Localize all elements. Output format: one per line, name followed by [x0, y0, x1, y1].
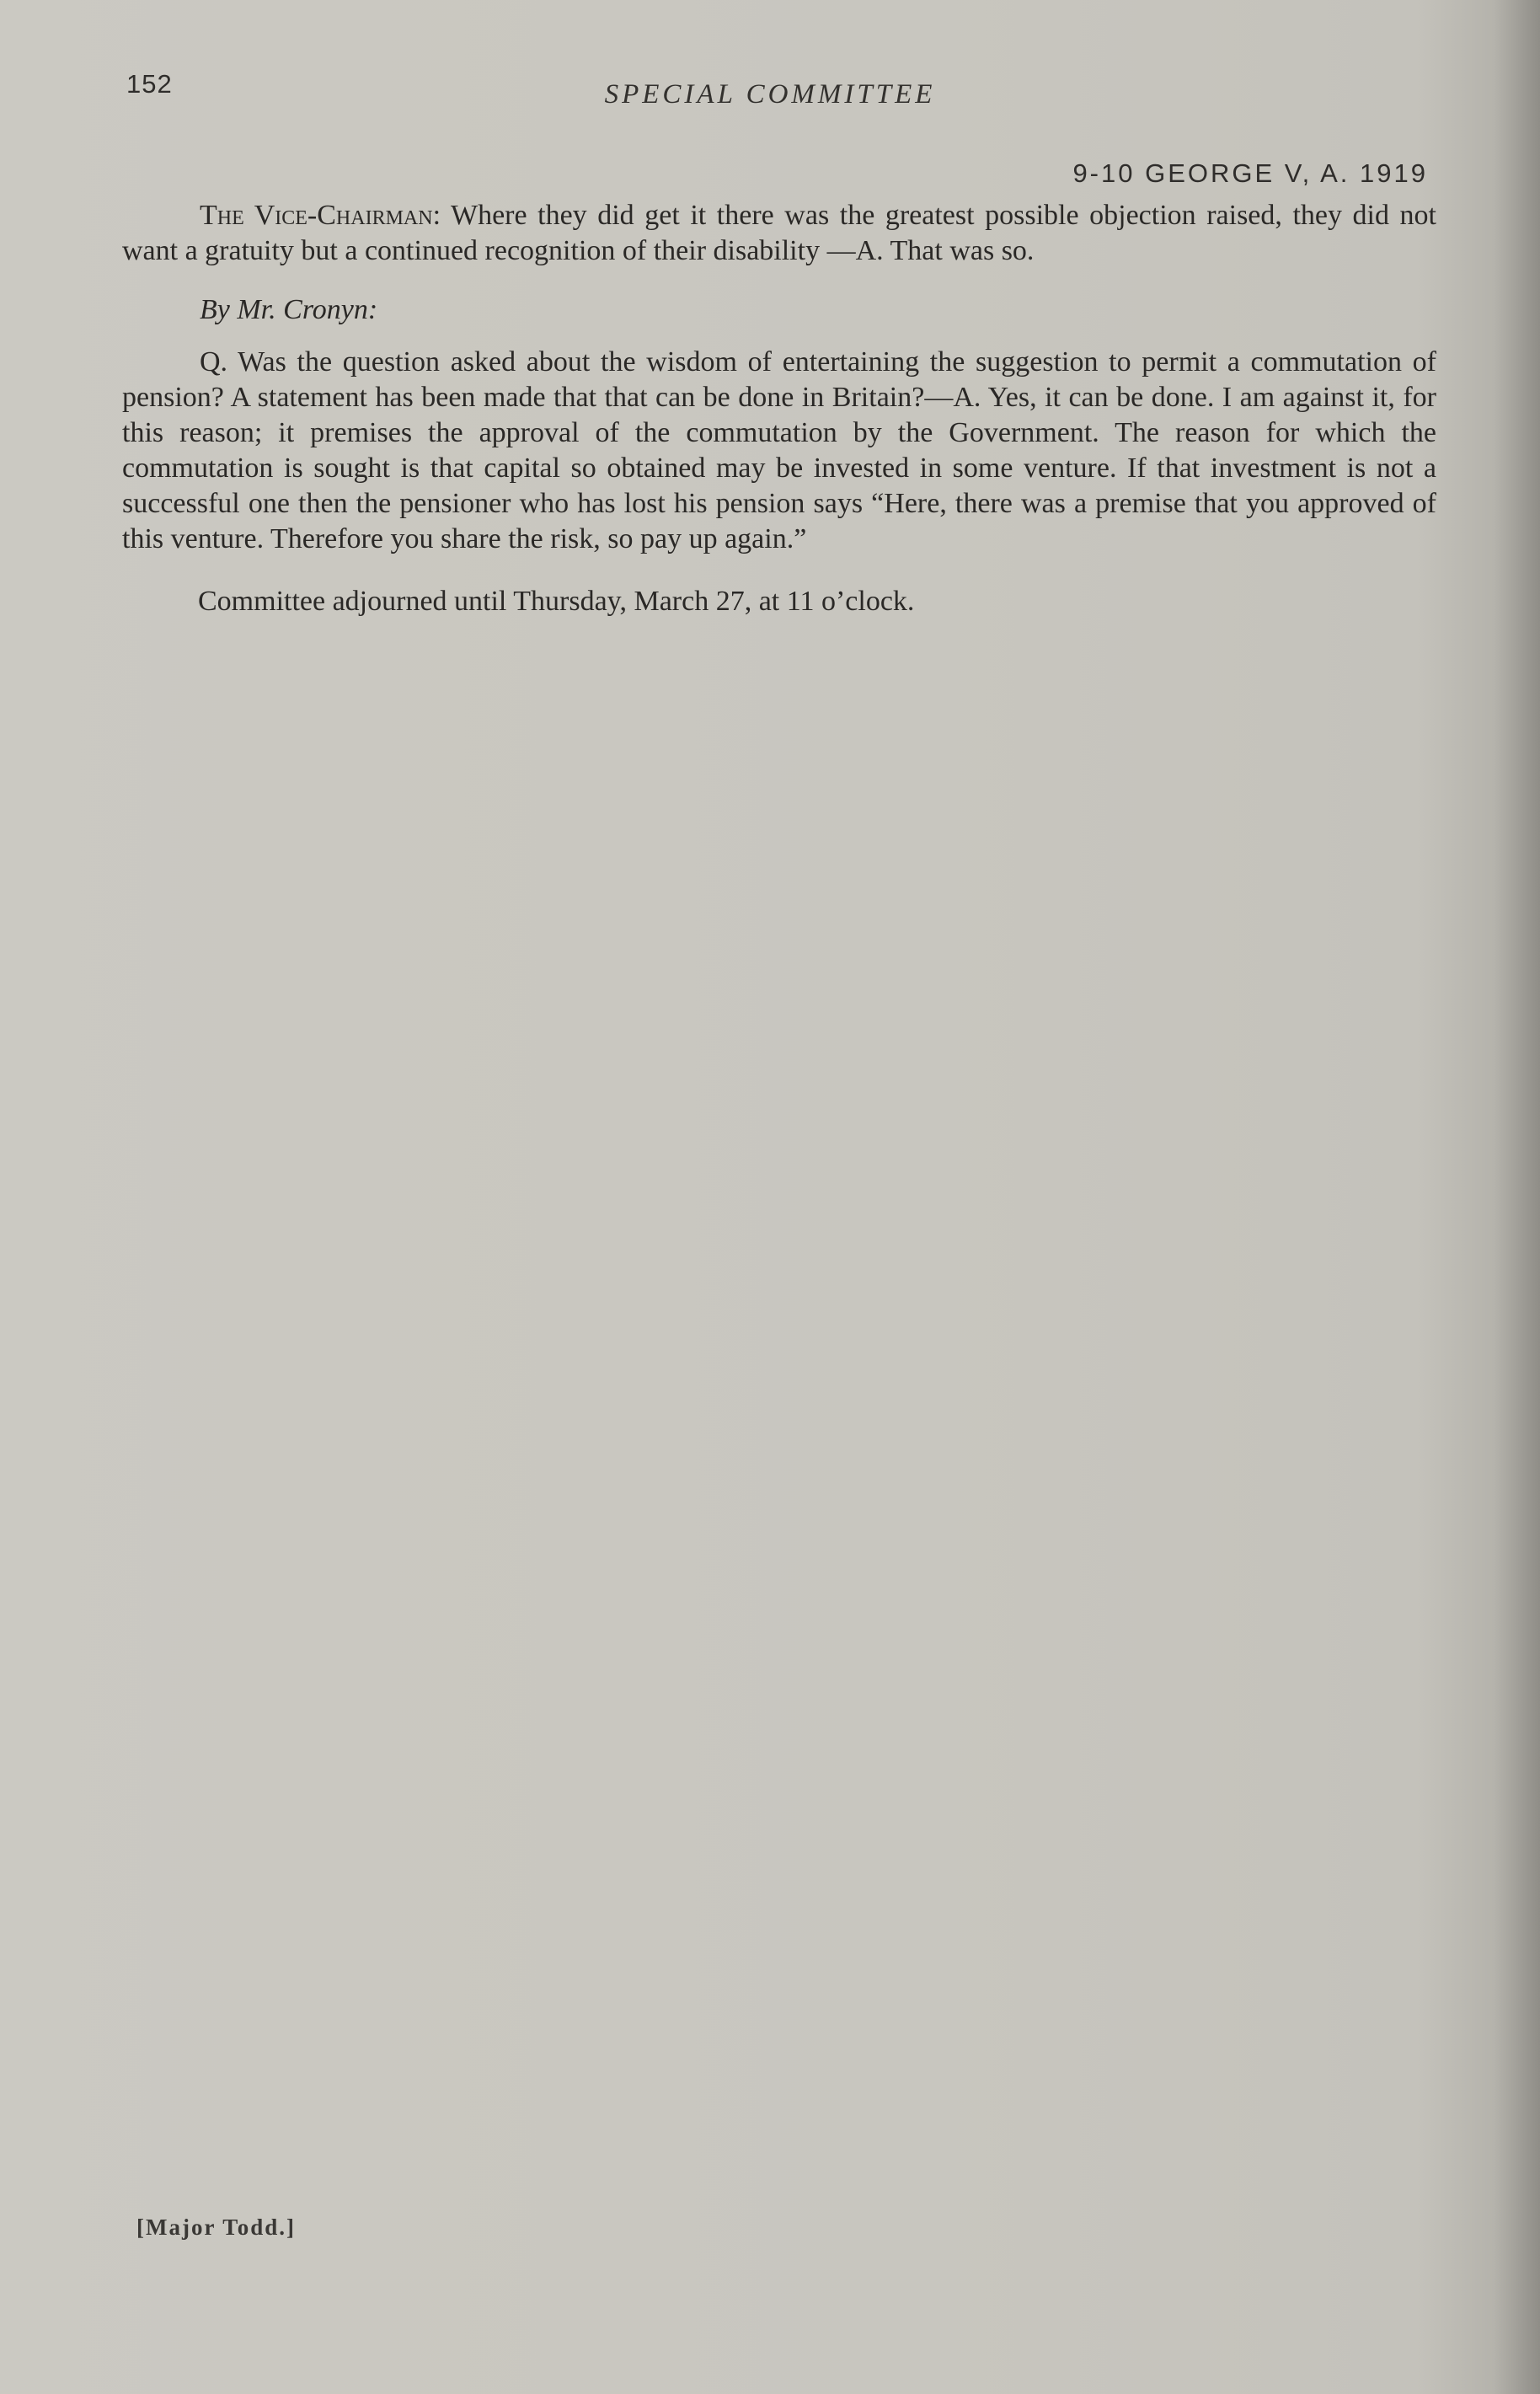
running-head: SPECIAL COMMITTEE: [604, 79, 936, 110]
speaker-label: The Vice-Chairman: [200, 200, 433, 231]
speaker-heading: By Mr. Cronyn:: [200, 294, 378, 325]
adjournment-line: Committee adjourned until Thursday, March 27, at 11 o’clock.: [198, 586, 915, 617]
page-number: 152: [126, 69, 173, 99]
document-body: [122, 198, 1436, 619]
vice-chairman-text: : Where they did get it there was the greatest possible objection raised, they did not want a gratuity but a continued recognition of their disability —A. That was so.: [122, 200, 1437, 266]
question-paragraph: Q. Was the question asked about the wisdom of entertaining the suggestion to permit a commutation of pension? A statement has been made that that can be done in Britain?—A. Yes, it can be done. I am against it, for this reason; it premises the approval of the commutation by the Government. The reason for which the commutation is sought is that capital so obtained may be invested in some venture. If that investment is not a successful one then the pensioner who has lost his pension says “Here, there was a premise that you approved of this venture. Therefore you share the risk, so pay up again.”: [122, 346, 1436, 554]
session-label: 9-10 GEORGE V, A. 1919: [1072, 158, 1428, 188]
witness-note: [Major Todd.]: [136, 2215, 297, 2240]
vice-chairman-paragraph: [122, 198, 1436, 269]
